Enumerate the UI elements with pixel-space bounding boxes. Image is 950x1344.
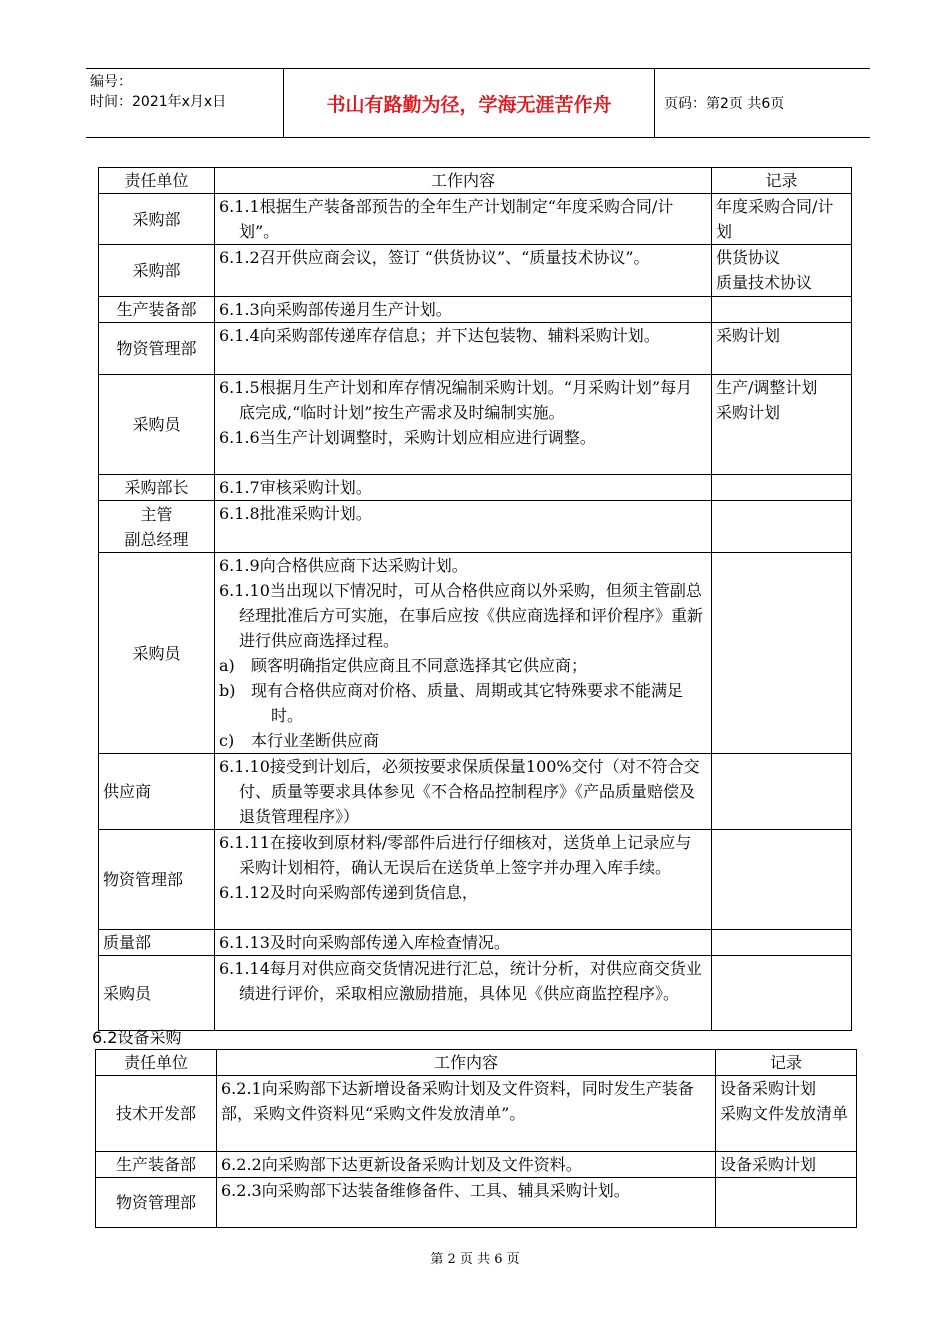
content-cell: 6.2.2向采购部下达更新设备采购计划及文件资料。 (217, 1152, 716, 1178)
content-text: 6.1.12及时向采购部传递到货信息， (219, 883, 478, 902)
record-cell: 设备采购计划 (716, 1152, 857, 1178)
record-cell: 采购计划 (712, 323, 852, 375)
content-text: 6.1.9向合格供应商下达采购计划。 (219, 556, 468, 575)
content-text: 6.1.7审核采购计划。 (219, 478, 372, 497)
list-text: 顾客明确指定供应商且不同意选择其它供应商； (251, 656, 588, 675)
table-row (99, 553, 852, 754)
content-text: 6.1.10接受到计划后，必须按要求保质保量100%交付（对不符合交付、质量等要求具体参见《不合格品控制程序》《产品质量赔偿及退货管理程序》） (219, 757, 700, 826)
document-date: 时间：2021年x月x日 (90, 94, 227, 110)
header-motto: 书山有路勤为径，学海无涯苦作舟 (284, 69, 655, 137)
record-line: 质量技术协议 (716, 273, 813, 292)
unit-cell: 采购员 (99, 956, 215, 1031)
unit-line: 副总经理 (124, 529, 189, 549)
page-header (86, 68, 870, 138)
table-row (96, 1076, 857, 1152)
list-text: 现有合格供应商对价格、质量、周期或其它特殊要求不能满足时。 (251, 681, 684, 725)
content-cell (215, 956, 712, 1031)
column-header: 记录 (716, 1050, 857, 1076)
unit-cell (99, 501, 215, 553)
record-line: 生产/调整计划 (716, 378, 818, 397)
content-cell (215, 475, 712, 501)
section-title: 6.2设备采购 (92, 1028, 182, 1047)
unit-cell: 生产装备部 (99, 297, 215, 323)
table-row (96, 1152, 857, 1178)
content-text: 6.1.2召开供应商会议，签订 “供货协议”、“质量技术协议”。 (219, 248, 650, 267)
record-cell (712, 956, 852, 1031)
list-item (219, 653, 707, 678)
table-row (99, 501, 852, 553)
content-text: 6.1.4向采购部传递库存信息；并下达包装物、辅料采购计划。 (219, 326, 660, 345)
table-row (99, 830, 852, 930)
content-cell (215, 245, 712, 297)
content-text: 6.1.10当出现以下情况时，可从合格供应商以外采购，但须主管副总经理批准后方可实施，在事后应按《供应商选择和评价程序》重新进行供应商选择过程。 (219, 581, 704, 650)
content-cell (215, 194, 712, 245)
table-row (99, 375, 852, 475)
content-text: 6.1.8批准采购计划。 (219, 504, 372, 523)
content-text: 6.1.1根据生产装备部预告的全年生产计划制定“年度采购合同/计划”。 (219, 197, 674, 241)
table-row (99, 297, 852, 323)
table-header-row (99, 168, 852, 194)
content-text: 6.1.14每月对供应商交货情况进行汇总，统计分析，对供应商交货业绩进行评价，采取相应激励措施，具体见《供应商监控程序》。 (219, 959, 702, 1003)
unit-cell: 技术开发部 (96, 1076, 217, 1152)
content-cell (215, 830, 712, 930)
unit-cell: 采购员 (99, 553, 215, 754)
record-cell (712, 297, 852, 323)
table-header-row (96, 1050, 857, 1076)
unit-line: 主管 (140, 504, 173, 524)
record-cell (716, 1178, 857, 1228)
unit-cell: 物资管理部 (99, 323, 215, 375)
list-item (219, 728, 707, 753)
record-cell (716, 1076, 857, 1152)
table-row (99, 930, 852, 956)
header-meta (86, 69, 284, 137)
document-number-label: 编号： (90, 74, 132, 90)
record-line: 供货协议 (716, 248, 781, 267)
content-cell (215, 323, 712, 375)
unit-cell: 物资管理部 (99, 830, 215, 930)
equipment-procurement-table (95, 1049, 857, 1228)
record-cell (712, 375, 852, 475)
content-text: 6.1.5根据月生产计划和库存情况编制采购计划。“月采购计划”每月底完成,“临时计划”按生产需求及时编制实施。 (219, 378, 693, 422)
list-marker: a) (219, 656, 235, 675)
content-cell (215, 501, 712, 553)
unit-cell: 生产装备部 (96, 1152, 217, 1178)
record-cell (712, 754, 852, 830)
table-row (99, 323, 852, 375)
record-cell: 年度采购合同/计划 (712, 194, 852, 245)
unit-cell: 采购部 (99, 245, 215, 297)
record-cell (712, 830, 852, 930)
list-text: 本行业垄断供应商 (251, 731, 380, 750)
record-line: 采购计划 (716, 403, 781, 422)
content-cell (215, 297, 712, 323)
page-footer: 第 2 页 共 6 页 (430, 1252, 520, 1267)
column-header: 责任单位 (96, 1050, 217, 1076)
unit-cell: 采购部长 (99, 475, 215, 501)
unit-cell: 供应商 (99, 754, 215, 830)
record-line: 设备采购计划 (720, 1079, 817, 1098)
list-marker: b) (219, 681, 236, 700)
list-item (219, 678, 707, 728)
content-cell: 6.2.3向采购部下达装备维修备件、工具、辅具采购计划。 (217, 1178, 716, 1228)
record-line: 采购文件发放清单 (720, 1104, 849, 1123)
content-text: 6.1.6当生产计划调整时，采购计划应相应进行调整。 (219, 428, 596, 447)
record-cell (712, 501, 852, 553)
unit-cell: 采购员 (99, 375, 215, 475)
table-row (99, 245, 852, 297)
column-header: 工作内容 (215, 168, 712, 194)
record-cell (712, 245, 852, 297)
unit-cell: 物资管理部 (96, 1178, 217, 1228)
content-cell (215, 930, 712, 956)
column-header: 记录 (712, 168, 852, 194)
content-cell (215, 754, 712, 830)
procurement-table (98, 167, 852, 1031)
unit-cell: 采购部 (99, 194, 215, 245)
record-cell (712, 553, 852, 754)
table-row (99, 754, 852, 830)
content-cell (215, 375, 712, 475)
content-text: 6.1.11在接收到原材料/零部件后进行仔细核对，送货单上记录应与采购计划相符，确认无误后在送货单上签字并办理入库手续。 (219, 833, 692, 877)
table-row (96, 1178, 857, 1228)
unit-cell: 质量部 (99, 930, 215, 956)
content-text: 6.1.13及时向采购部传递入库检查情况。 (219, 933, 510, 952)
column-header: 责任单位 (99, 168, 215, 194)
column-header: 工作内容 (217, 1050, 716, 1076)
table-row (99, 194, 852, 245)
record-cell (712, 930, 852, 956)
header-page-info: 页码：第2页 共6页 (664, 96, 785, 112)
content-cell (215, 553, 712, 754)
content-cell: 6.2.1向采购部下达新增设备采购计划及文件资料，同时发生产装备部，采购文件资料见“采购文件发放清单”。 (217, 1076, 716, 1152)
content-text: 6.1.3向采购部传递月生产计划。 (219, 300, 452, 319)
list-marker: c) (219, 731, 235, 750)
record-cell (712, 475, 852, 501)
table-row (99, 475, 852, 501)
table-row (99, 956, 852, 1031)
